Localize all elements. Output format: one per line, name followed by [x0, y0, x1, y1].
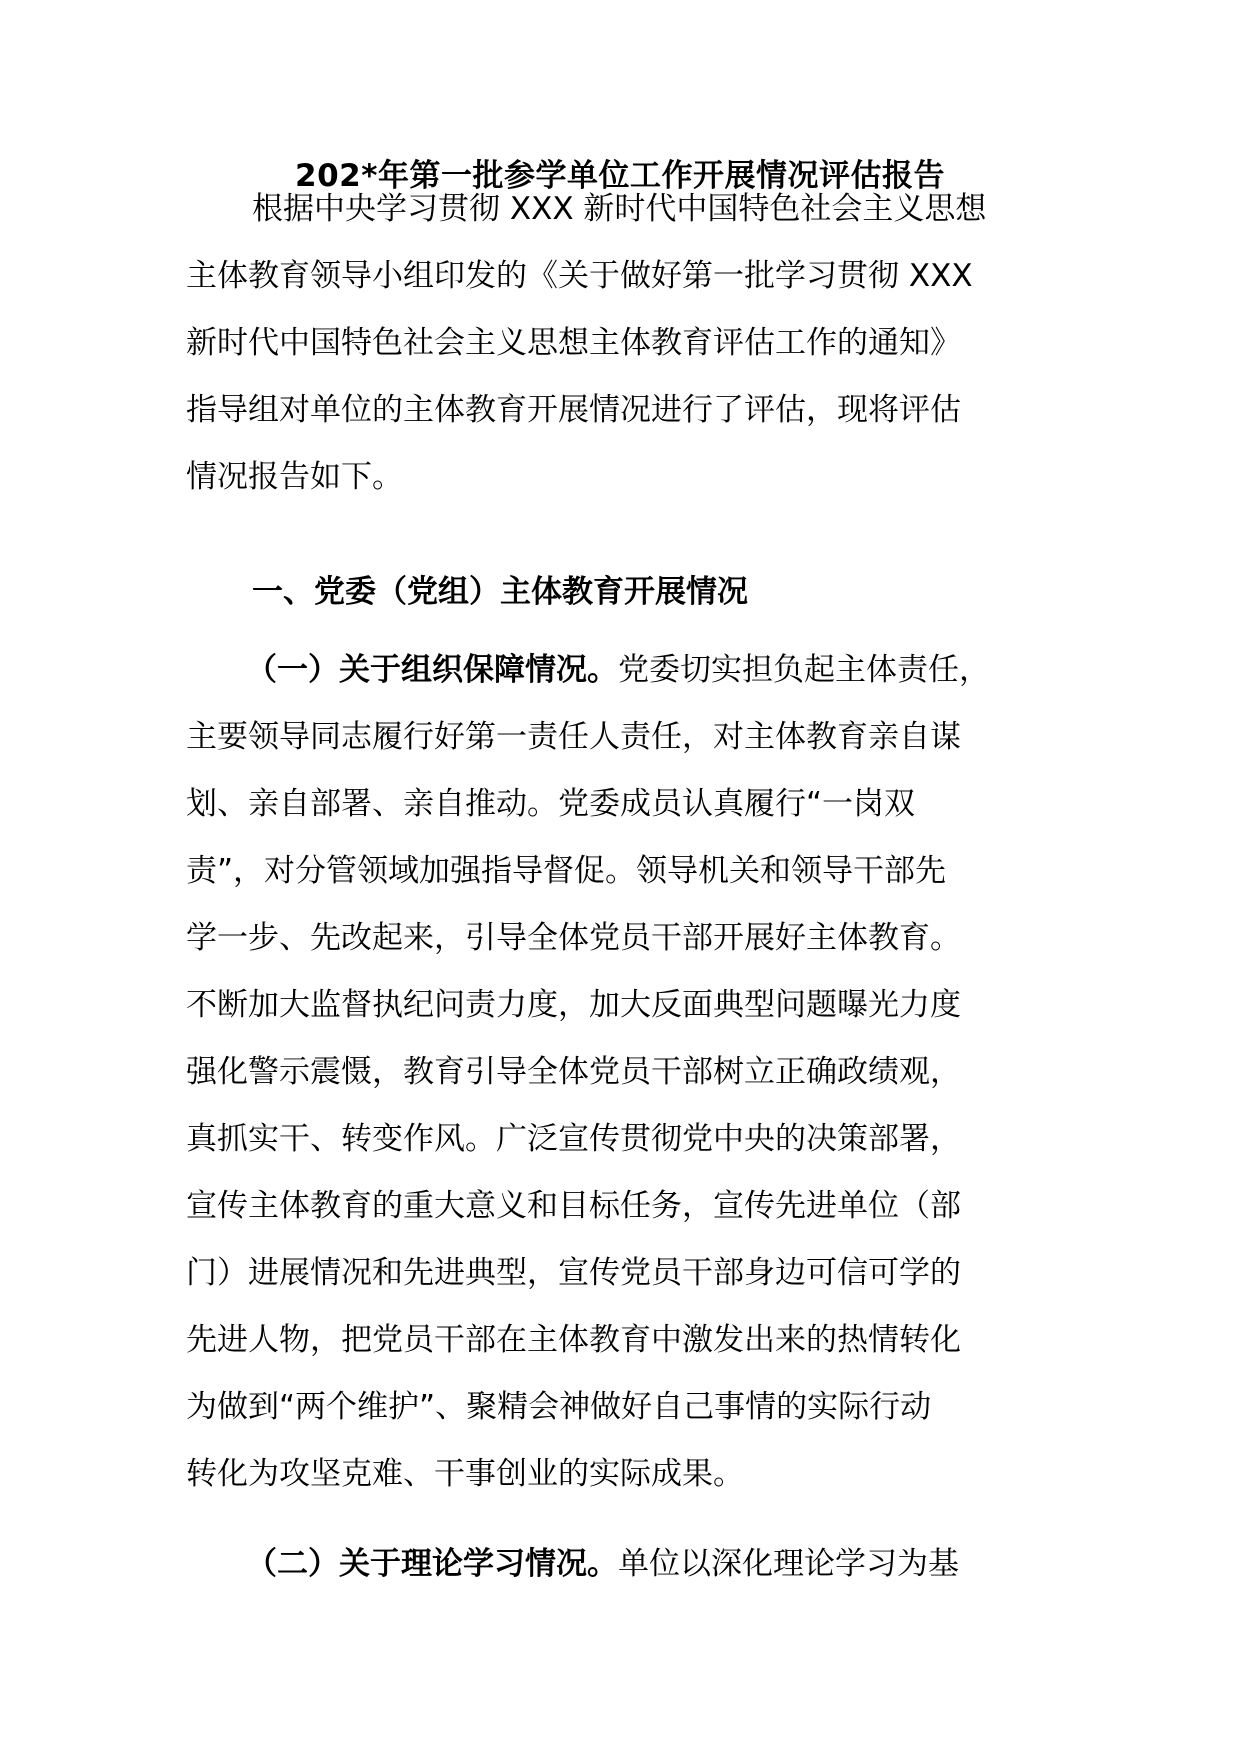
subsection-2-first-rest: 单位以深化理论学习为基: [618, 1546, 959, 1582]
paragraph-line: 责”，对分管领域加强指导督促。领导机关和领导干部先: [186, 853, 947, 889]
subsection-1-first-line: [186, 637, 1054, 704]
paragraph-line: 宣传主体教育的重大意义和目标任务，宣传先进单位（部: [186, 1188, 961, 1224]
intro-line: 根据中央学习贯彻 XXX 新时代中国特色社会主义思想: [252, 191, 987, 227]
subsection-1-first-rest: 党委切实担负起主体责任，: [618, 652, 990, 688]
intro-line: 情况报告如下。: [186, 459, 403, 495]
intro-paragraph: [186, 176, 1054, 511]
document-title: 202*年第一批参学单位工作开展情况评估报告: [295, 158, 945, 194]
paragraph-line: 主要领导同志履行好第一责任人责任，对主体教育亲自谋: [186, 719, 961, 755]
subsection-2-paragraph: [186, 1531, 1054, 1598]
paragraph-line: 真抓实干、转变作风。广泛宣传贯彻党中央的决策部署，: [186, 1121, 961, 1157]
section-heading: 一、党委（党组）主体教育开展情况: [252, 574, 748, 610]
paragraph-line: 门）进展情况和先进典型，宣传党员干部身边可信可学的: [186, 1255, 961, 1291]
paragraph-line: 为做到“两个维护”、聚精会神做好自己事情的实际行动: [186, 1389, 932, 1425]
paragraph-line: 转化为攻坚克难、干事创业的实际成果。: [186, 1456, 744, 1492]
paragraph-line: 学一步、先改起来，引导全体党员干部开展好主体教育。: [186, 920, 961, 956]
subsection-2-lead: （二）关于理论学习情况。: [246, 1546, 618, 1582]
intro-line: 主体教育领导小组印发的《关于做好第一批学习贯彻 XXX: [186, 258, 973, 294]
subsection-1-lead: （一）关于组织保障情况。: [246, 652, 618, 688]
intro-line: 新时代中国特色社会主义思想主体教育评估工作的通知》: [186, 325, 961, 361]
paragraph-line: 不断加大监督执纪问责力度，加大反面典型问题曝光力度: [186, 987, 961, 1023]
paragraph-line: 先进人物，把党员干部在主体教育中激发出来的热情转化: [186, 1322, 961, 1358]
paragraph-line: 划、亲自部署、亲自推动。党委成员认真履行“一岗双: [186, 786, 916, 822]
subsection-1-paragraph: [186, 637, 1054, 1508]
subsection-2-first-line: [186, 1531, 1054, 1598]
paragraph-line: 强化警示震慑，教育引导全体党员干部树立正确政绩观，: [186, 1054, 961, 1090]
intro-line: 指导组对单位的主体教育开展情况进行了评估，现将评估: [186, 392, 961, 428]
